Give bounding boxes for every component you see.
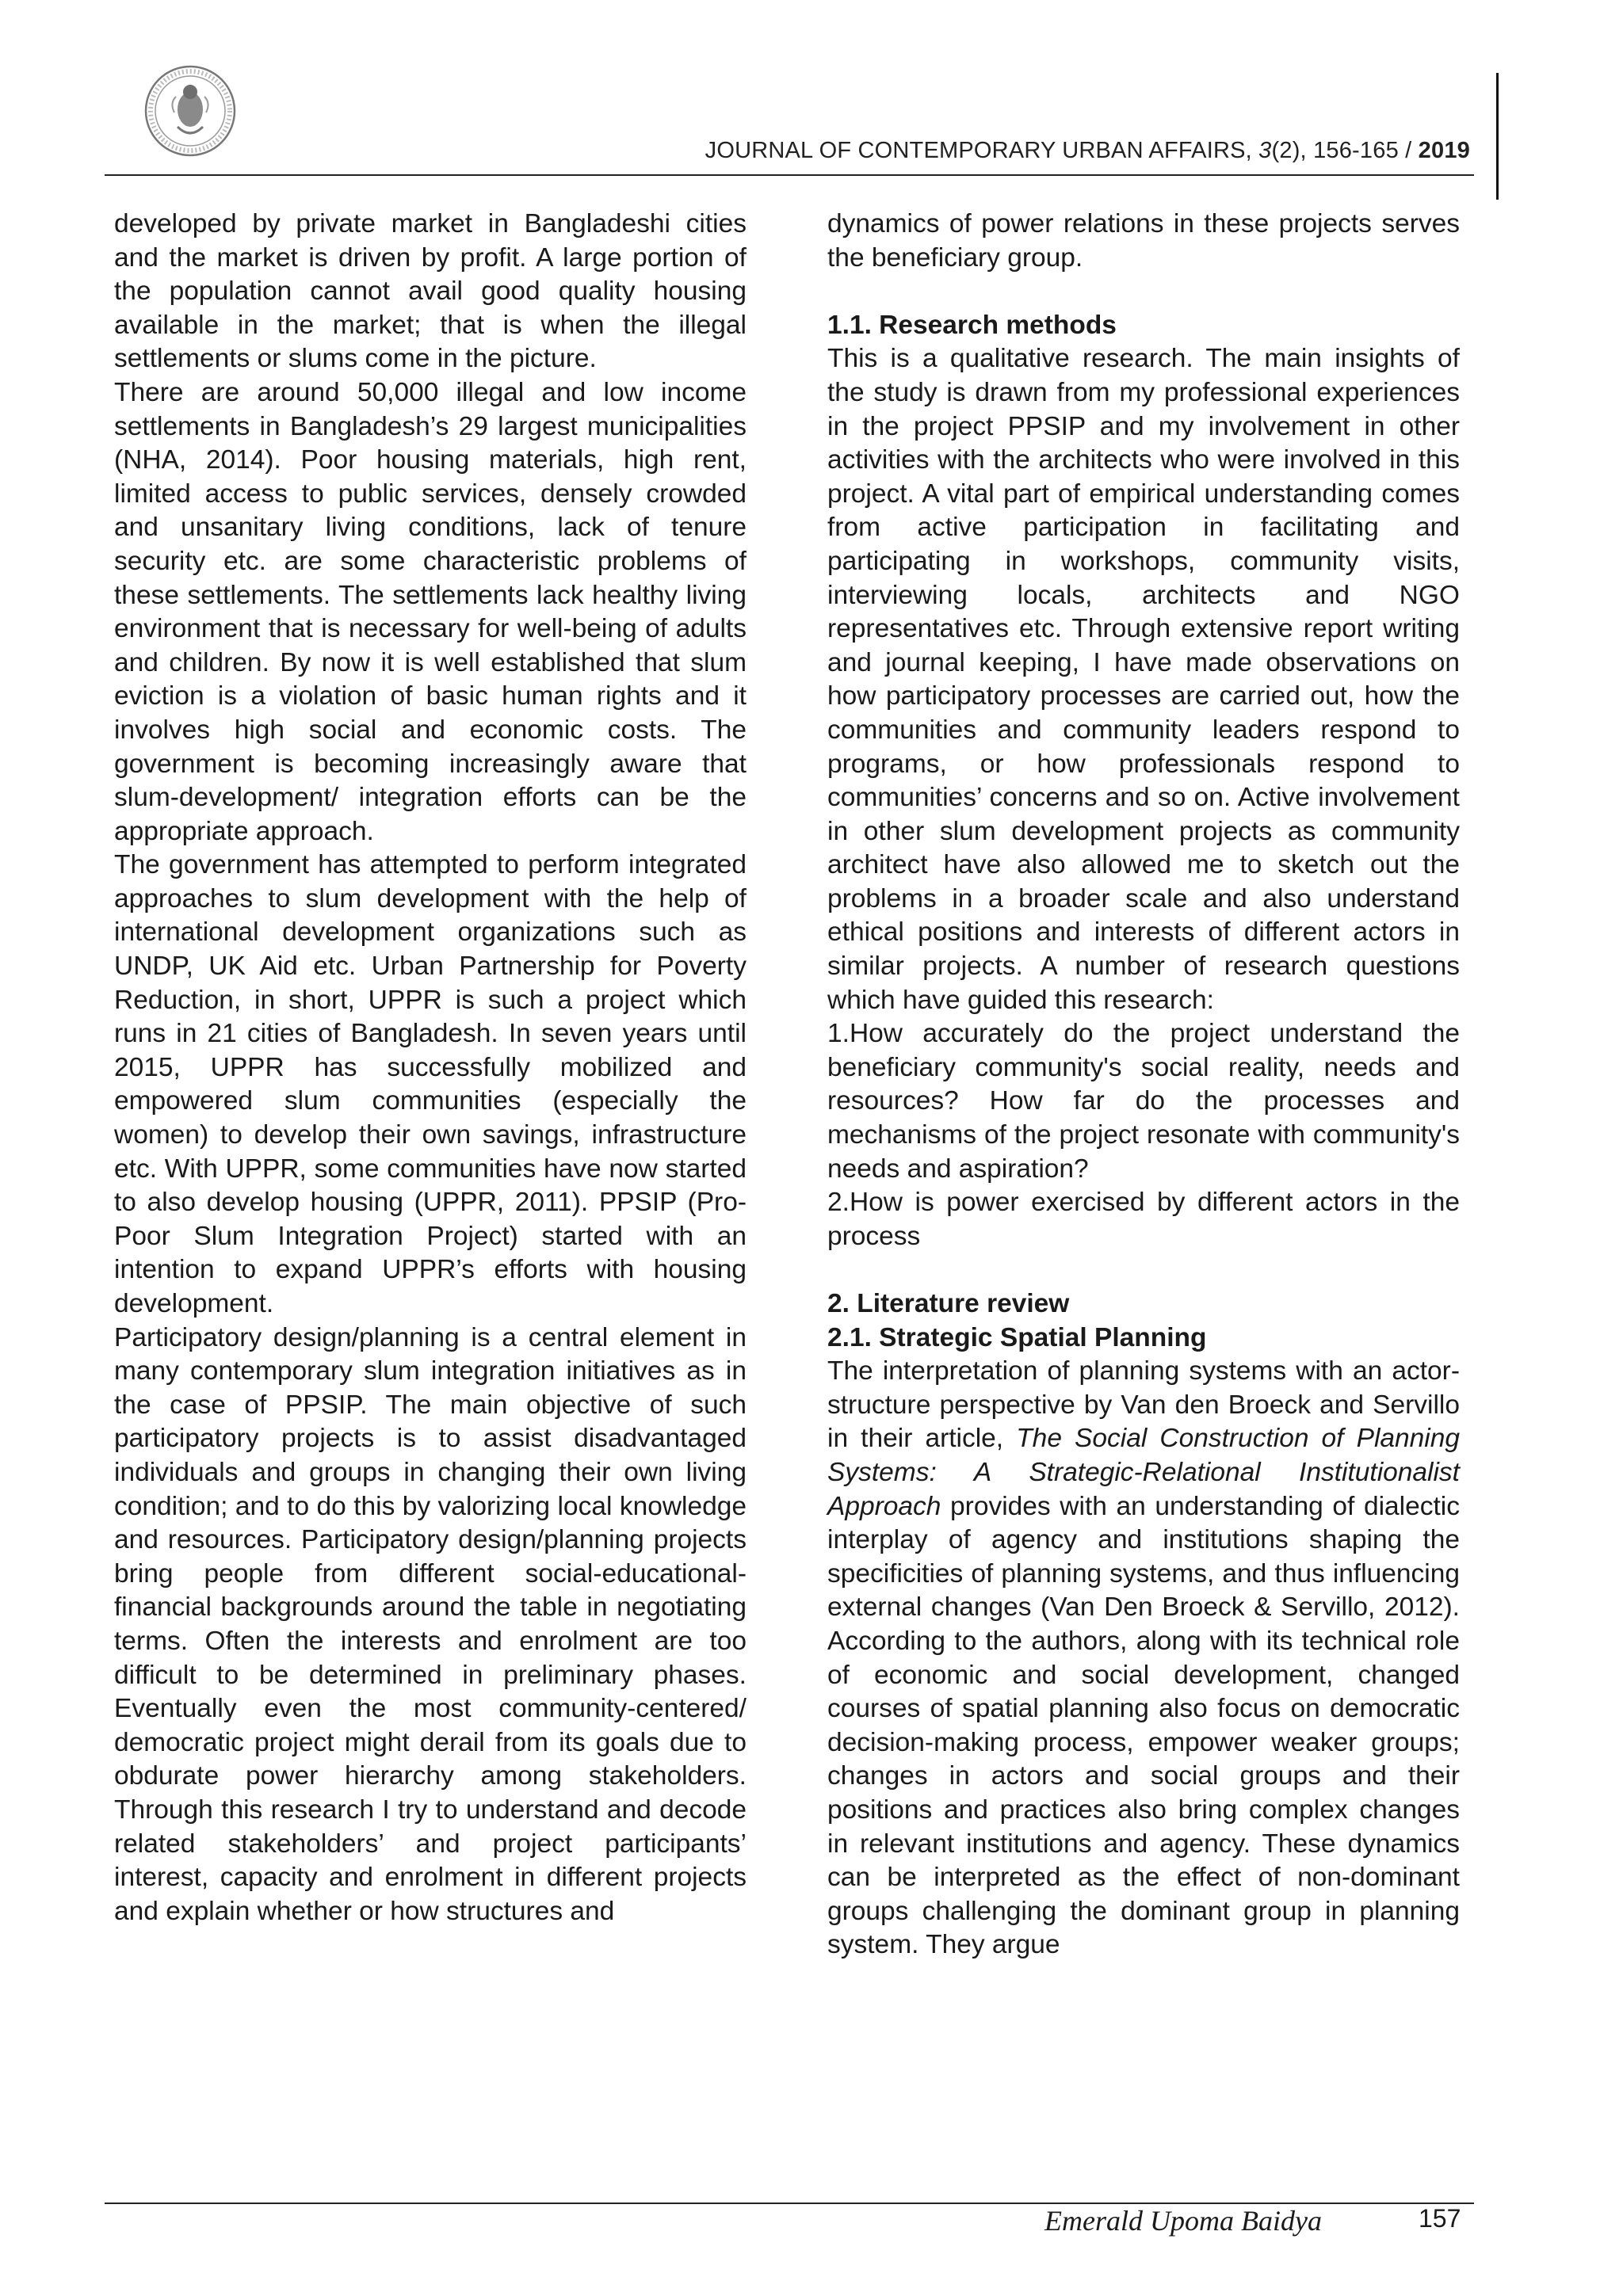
journal-year: 2019 xyxy=(1418,138,1470,163)
spacer xyxy=(827,1253,1460,1287)
spacer xyxy=(827,275,1460,309)
paragraph-text: provides with an understanding of dialectic interplay of agency and institutions shaping the specificities of planning systems, and thus influencing external changes (Van Den Broeck & Servillo, 2012). According to the authors, along with its technical role of economic and social development, changed courses of spatial planning also focus on democratic decision-making process, empower weaker groups; changes in actors and social groups and their positions and practices also bring complex changes in relevant institutions and agency. These dynamics can be interpreted as the effect of non-dominant groups challenging the dominant group in planning system. They argue xyxy=(827,1491,1460,1960)
journal-volume: 3 xyxy=(1258,138,1272,163)
article-title: The Social Construction of Planning Systems: A Strategic-Relational Institutionalist Approach xyxy=(827,1424,1460,1521)
paragraph xyxy=(827,1355,1460,1962)
paragraph: This is a qualitative research. The main insights of the study is drawn from my professional experiences in the project PPSIP and my involvement in other activities with the architects who were involved in this project. A vital part of empirical understanding comes from active participation in facilitating and participating in workshops, community visits, interviewing locals, architects and NGO representatives etc. Through extensive report writing and journal keeping, I have made observations on how participatory processes are carried out, how the communities and community leaders respond to programs, or how professionals respond to communities’ concerns and so on. Active involvement in other slum development projects as community architect have also allowed me to sketch out the problems in a broader scale and also understand ethical positions and interests of different actors in similar projects. A number of research questions which have guided this research: xyxy=(827,344,1460,1015)
research-question-1: 1.How accurately do the project understand the beneficiary community's social reality, needs and resources? How far do the processes and mechanisms of the project resonate with community's needs and aspiration? xyxy=(827,1019,1460,1184)
journal-citation xyxy=(705,138,1470,164)
paragraph: There are around 50,000 illegal and low income settlements in Bangladesh’s 29 largest municipalities (NHA, 2014). Poor housing materials, high rent, limited access to public services, densely crowded and unsanitary living conditions, lack of tenure security etc. are some characteristic problems of these settlements. The settlements lack healthy living environment that is necessary for well-being of adults and children. By now it is well established that slum eviction is a violation of basic human rights and it involves high social and economic costs. The government is becoming increasingly aware that slum-development/ integration efforts can be the appropriate approach. xyxy=(114,377,747,846)
page-number: 157 xyxy=(1419,2204,1461,2233)
journal-name: JOURNAL OF CONTEMPORARY URBAN AFFAIRS, xyxy=(705,138,1259,163)
footer-author: Emerald Upoma Baidya xyxy=(1044,2205,1322,2237)
section-heading-strategic-spatial-planning: 2.1. Strategic Spatial Planning xyxy=(827,1322,1207,1352)
section-heading-research-methods: 1.1. Research methods xyxy=(827,310,1117,340)
paragraph: developed by private market in Bangladeshi cities and the market is driven by profit. A large portion of the population cannot avail good quality housing available in the market; that is when the illegal settlements or slums come in the picture. xyxy=(114,209,747,374)
journal-seal-icon xyxy=(143,63,238,158)
paragraph: Participatory design/planning is a central element in many contemporary slum integration initiatives as in the case of PPSIP. The main objective of such participatory projects is to assist disadvantaged individuals and groups in changing their own living condition; and to do this by valorizing local knowledge and resources. Participatory design/planning projects bring people from different social-educational-financial backgrounds around the table in negotiating terms. Often the interests and enrolment are too difficult to be determined in preliminary phases. Eventually even the most community-centered/ democratic project might derail from its goals due to obdurate power hierarchy among stakeholders. Through this research I try to understand and decode related stakeholders’ and project participants’ interest, capacity and enrolment in different projects and explain whether or how structures and xyxy=(114,1322,747,1926)
page-header xyxy=(0,0,1623,206)
section-heading-literature-review: 2. Literature review xyxy=(827,1289,1070,1318)
paragraph: The government has attempted to perform integrated approaches to slum development with the help of international development organizations such as UNDP, UK Aid etc. Urban Partnership for Poverty Reduction, in short, UPPR is such a project which runs in 21 cities of Bangladesh. In seven years until 2015, UPPR has successfully mobilized and empowered slum communities (especially the women) to develop their own savings, infrastructure etc. With UPPR, some communities have now started to also develop housing (UPPR, 2011). PPSIP (Pro-Poor Slum Integration Project) started with an intention to expand UPPR’s efforts with housing development. xyxy=(114,850,747,1318)
header-vertical-bar xyxy=(1496,73,1499,200)
paragraph: dynamics of power relations in these projects serves the beneficiary group. xyxy=(827,209,1460,273)
header-divider xyxy=(105,174,1474,176)
research-question-2: 2.How is power exercised by different actors in the process xyxy=(827,1188,1460,1251)
paragraph-text: The interpretation of planning systems with an actor-structure perspective by Van den Broeck and Servillo in their article, xyxy=(827,1356,1460,1454)
right-column xyxy=(827,208,1460,1962)
journal-issue-pages: (2), 156-165 / xyxy=(1271,138,1419,163)
left-column xyxy=(114,208,747,1928)
